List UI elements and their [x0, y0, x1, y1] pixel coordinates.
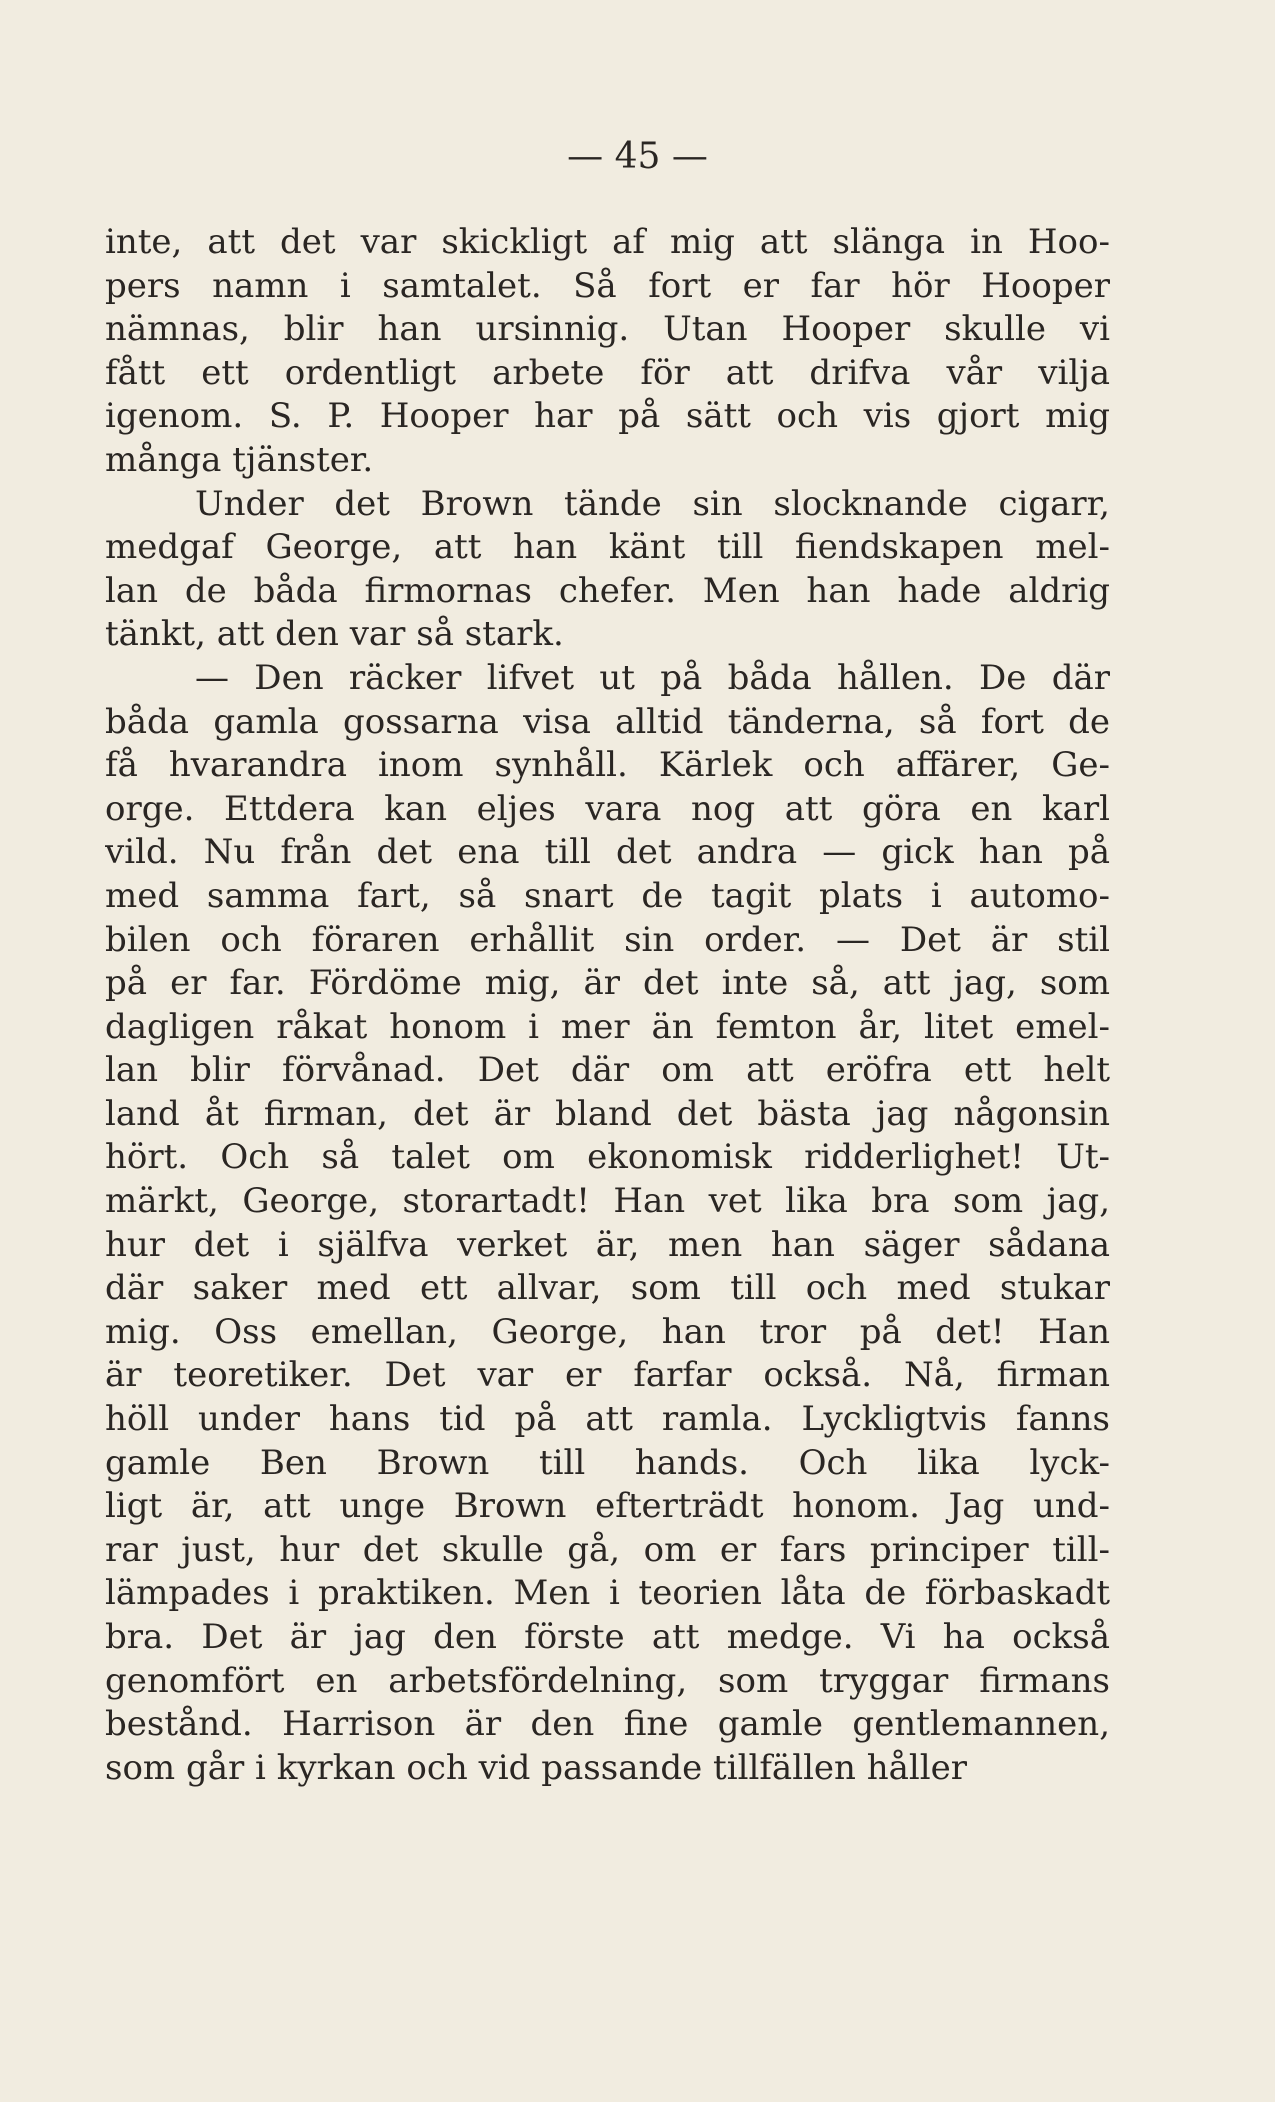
body-text [105, 221, 1110, 1790]
text-line: genomfört en arbetsfördelning, som tryggar firmans [105, 1660, 1110, 1701]
text-line: gamle Ben Brown till hands. Och lika lyck- [105, 1442, 1110, 1483]
text-line: pers namn i samtalet. Så fort er far hör Hooper [105, 265, 1110, 306]
text-line: ligt är, att unge Brown efterträdt honom. Jag und- [105, 1486, 1110, 1527]
text-line: tänkt, att den var så stark. [105, 614, 564, 655]
text-line: bra. Det är jag den förste att medge. Vi ha också [105, 1617, 1110, 1657]
text-line: Under det Brown tände sin slocknande cigarr, [195, 483, 1110, 524]
text-line: lämpades i praktiken. Men i teorien låta de förbaskadt [105, 1573, 1110, 1614]
text-line: — Den räcker lifvet ut på båda hållen. De där [195, 657, 1110, 698]
text-line: inte, att det var skickligt af mig att slänga in Hoo- [105, 222, 1110, 262]
text-line: hört. Och så talet om ekonomisk ridderlighet! Ut- [105, 1137, 1110, 1178]
text-line: nämnas, blir han ursinnig. Utan Hooper skulle vi [105, 309, 1110, 350]
text-line: med samma fart, så snart de tagit plats i automo- [105, 875, 1110, 916]
text-line: lan blir förvånad. Det där om att eröfra ett helt [105, 1050, 1110, 1091]
text-line: höll under hans tid på att ramla. Lyckligtvis fanns [105, 1399, 1110, 1440]
text-line: är teoretiker. Det var er farfar också. Nå, firman [105, 1355, 1110, 1396]
page-number: — 45 — [567, 136, 708, 177]
text-line: märkt, George, storartadt! Han vet lika bra som jag, [105, 1181, 1110, 1222]
text-line: land åt firman, det är bland det bästa jag någonsin [105, 1093, 1110, 1134]
text-line: medgaf George, att han känt till fiendskapen mel- [105, 527, 1110, 568]
text-line: bilen och föraren erhållit sin order. — Det är stil [105, 919, 1110, 960]
text-line: där saker med ett allvar, som till och med stukar [105, 1268, 1110, 1309]
text-line: lan de båda firmornas chefer. Men han hade aldrig [105, 570, 1110, 611]
text-line: båda gamla gossarna visa alltid tänderna, så fort de [105, 701, 1110, 742]
text-line: vild. Nu från det ena till det andra — gick han på [105, 832, 1110, 873]
text-line: dagligen råkat honom i mer än femton år, litet emel- [105, 1006, 1110, 1047]
text-line: många tjänster. [105, 439, 374, 480]
text-line: få hvarandra inom synhåll. Kärlek och affärer, Ge- [105, 745, 1110, 786]
text-line: som går i kyrkan och vid passande tillfällen håller [105, 1747, 968, 1788]
text-line: hur det i själfva verket är, men han säger sådana [105, 1224, 1110, 1265]
text-line: mig. Oss emellan, George, han tror på det! Han [105, 1311, 1110, 1352]
text-line: igenom. S. P. Hooper har på sätt och vis gjort mig [105, 396, 1110, 437]
text-line: bestånd. Harrison är den fine gamle gentlemannen, [105, 1704, 1110, 1745]
text-line: rar just, hur det skulle gå, om er fars principer till- [105, 1529, 1110, 1570]
text-line: på er far. Fördöme mig, är det inte så, att jag, som [105, 963, 1110, 1004]
text-line: fått ett ordentligt arbete för att drifva vår vilja [105, 352, 1110, 393]
text-line: orge. Ettdera kan eljes vara nog att göra en karl [105, 788, 1110, 829]
